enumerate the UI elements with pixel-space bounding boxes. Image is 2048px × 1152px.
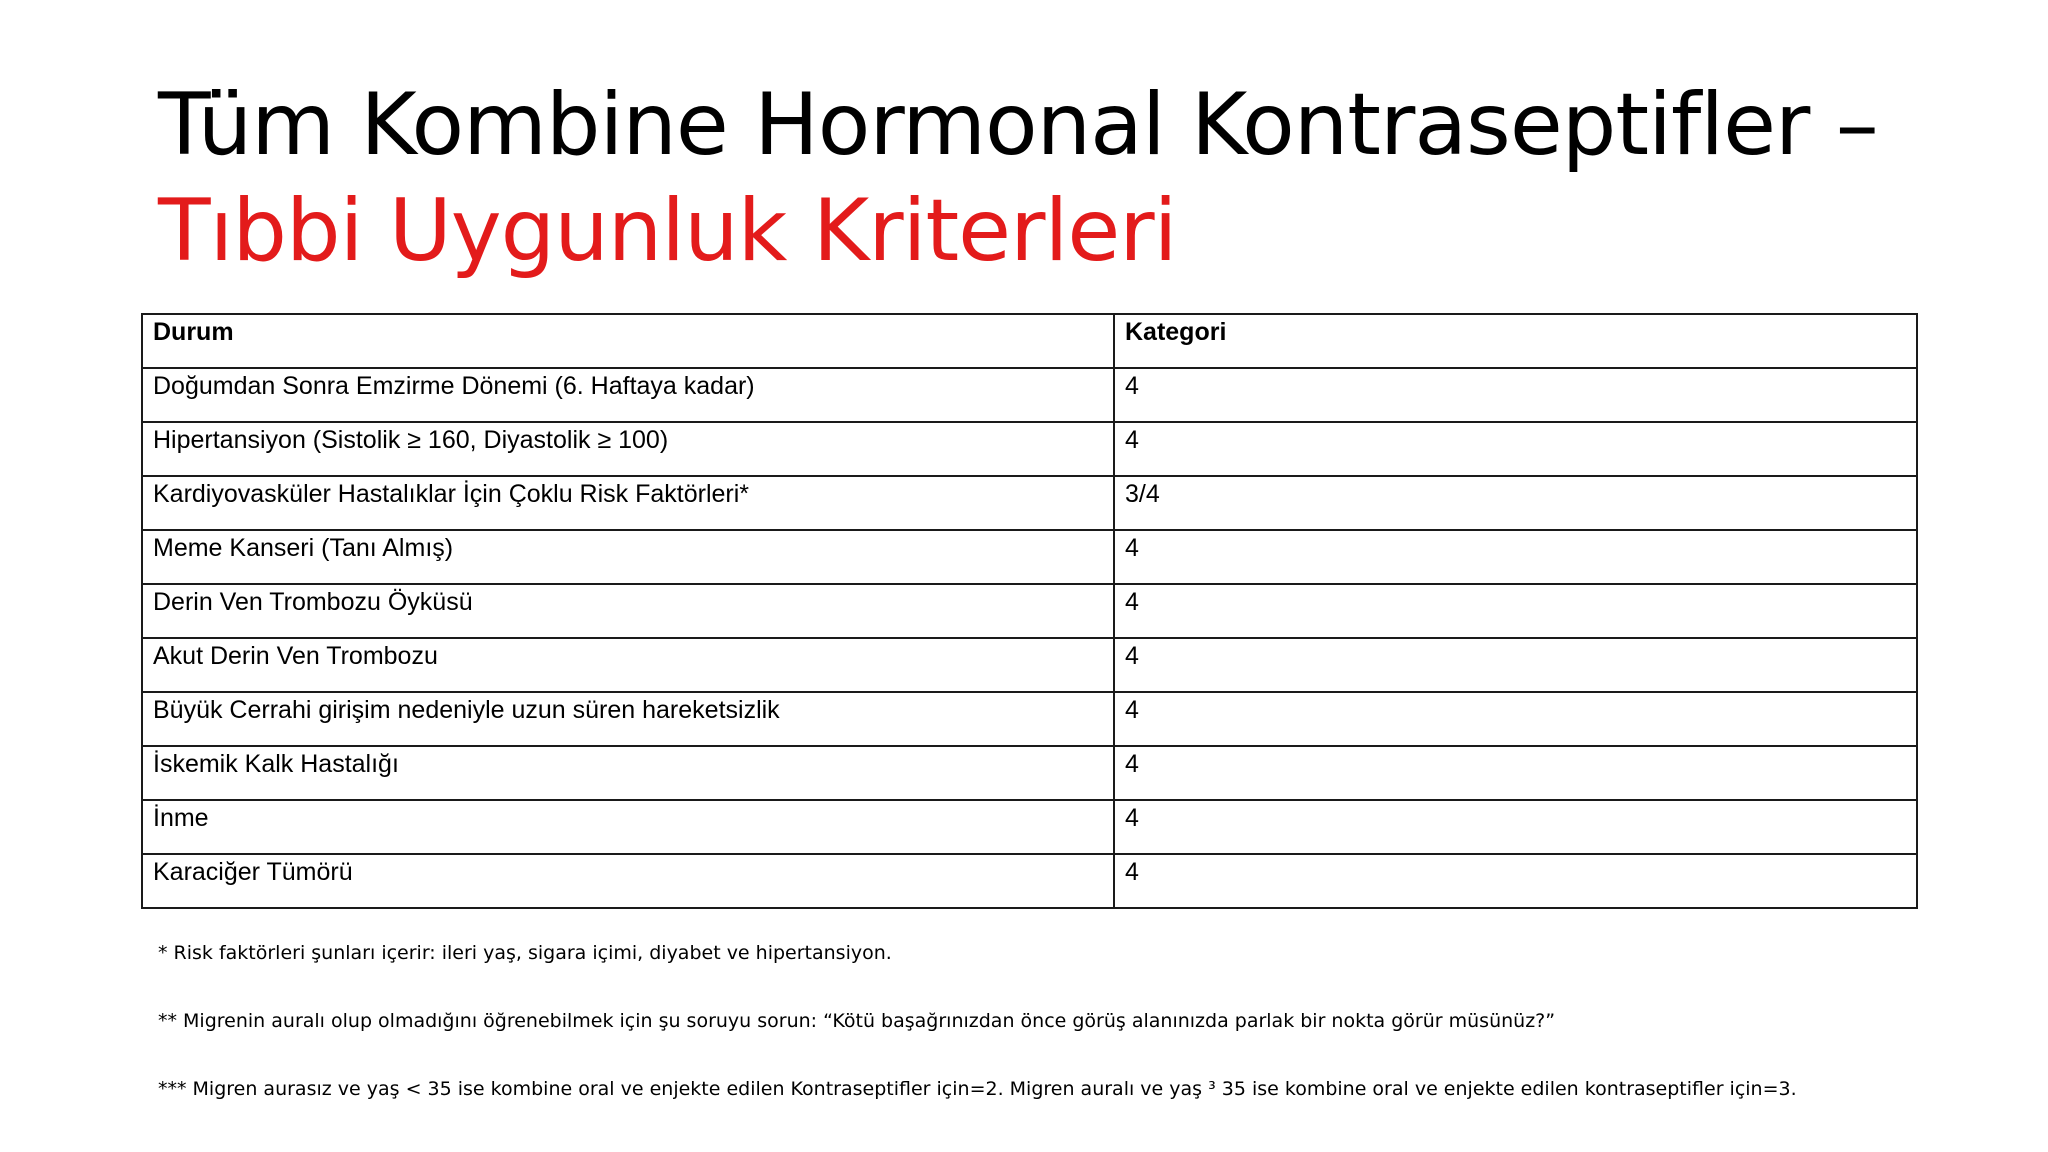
category-cell: 3/4 [1114,476,1917,530]
category-cell: 4 [1114,800,1917,854]
footnote-migraine-age: *** Migren aurasız ve yaş < 35 ise kombine oral ve enjekte edilen Kontraseptifler için=2. Migren auralı ve yaş ³ 35 ise kombine oral ve enjekte edilen kontraseptifler için=3. [158,1078,1797,1100]
table-row [142,800,1917,854]
footnote-migraine-aura: ** Migrenin auralı olup olmadığını öğrenebilmek için şu soruyu sorun: “Kötü başağrınızdan önce görüş alanınızda parlak bir nokta görür müsünüz?” [158,1010,1556,1032]
condition-cell: Karaciğer Tümörü [142,854,1114,908]
slide-title-line-1: Tüm Kombine Hormonal Kontraseptifler – [158,75,1878,175]
condition-cell: İnme [142,800,1114,854]
category-cell: 4 [1114,422,1917,476]
table-row [142,476,1917,530]
condition-cell: İskemik Kalk Hastalığı [142,746,1114,800]
table-row [142,422,1917,476]
footnote-risk-factors: * Risk faktörleri şunları içerir: ileri yaş, sigara içimi, diyabet ve hipertansiyon. [158,942,892,964]
condition-cell: Meme Kanseri (Tanı Almış) [142,530,1114,584]
condition-cell: Büyük Cerrahi girişim nedeniyle uzun süren hareketsizlik [142,692,1114,746]
category-cell: 4 [1114,584,1917,638]
header-kategori: Kategori [1114,314,1917,368]
category-cell: 4 [1114,692,1917,746]
table-row [142,638,1917,692]
table-header-row [142,314,1917,368]
footnotes [158,940,1797,1144]
category-cell: 4 [1114,638,1917,692]
slide-title [158,72,1878,284]
header-durum: Durum [142,314,1114,368]
table-row [142,530,1917,584]
table-row [142,692,1917,746]
criteria-table [141,313,1918,909]
table-row [142,746,1917,800]
category-cell: 4 [1114,746,1917,800]
category-cell: 4 [1114,368,1917,422]
condition-cell: Hipertansiyon (Sistolik ≥ 160, Diyastolik ≥ 100) [142,422,1114,476]
condition-cell: Derin Ven Trombozu Öyküsü [142,584,1114,638]
category-cell: 4 [1114,854,1917,908]
table-row [142,368,1917,422]
table-row [142,854,1917,908]
slide-title-line-2: Tıbbi Uygunluk Kriterleri [158,181,1177,281]
category-cell: 4 [1114,530,1917,584]
condition-cell: Akut Derin Ven Trombozu [142,638,1114,692]
table-row [142,584,1917,638]
condition-cell: Doğumdan Sonra Emzirme Dönemi (6. Haftaya kadar) [142,368,1114,422]
condition-cell: Kardiyovasküler Hastalıklar İçin Çoklu Risk Faktörleri* [142,476,1114,530]
